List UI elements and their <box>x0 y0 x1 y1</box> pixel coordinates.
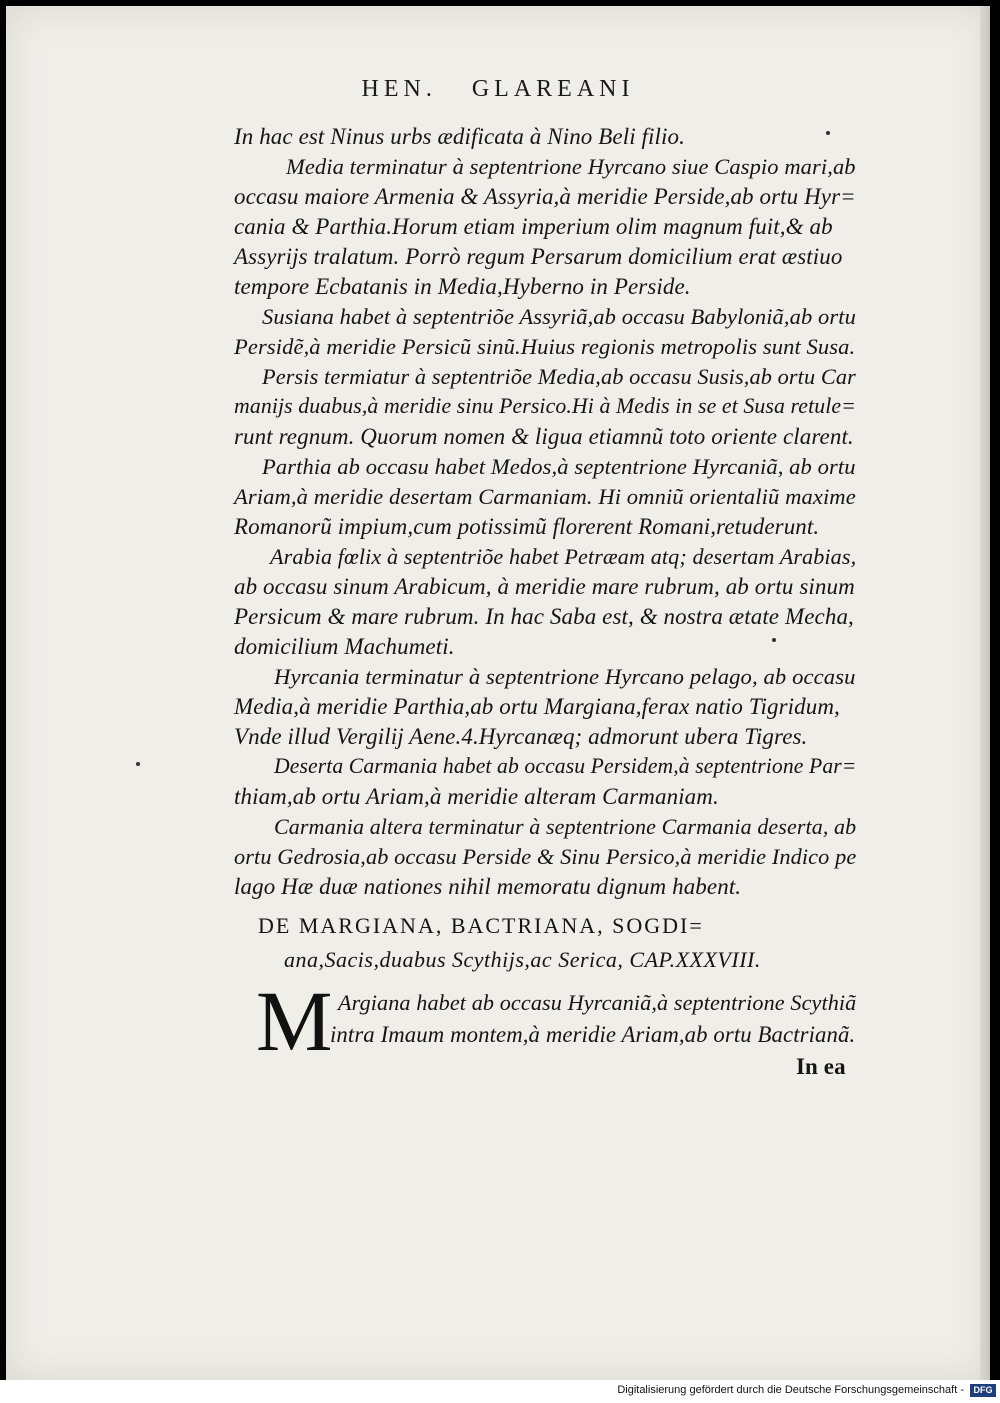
ink-speck <box>826 131 830 135</box>
decorated-initial: M <box>256 973 333 1069</box>
text-line: occasu maiore Armenia & Assyria,à meridie Perside,ab ortu Hyr= <box>234 184 856 209</box>
text-line: Romanorũ impium,cum potissimũ florerent Romani,retuderunt. <box>234 514 820 539</box>
text-line: Vnde illud Vergilij Aene.4.Hyrcanæq; admorunt ubera Tigres. <box>234 724 808 749</box>
text-line: Media,à meridie Parthia,ab ortu Margiana,ferax natio Tigridum, <box>234 694 840 719</box>
initial-line-1: Argiana habet ab occasu Hyrcaniã,à septentrione Scythiã <box>338 990 857 1015</box>
catchword: In ea <box>796 1054 846 1079</box>
text-line: ab occasu sinum Arabicum, à meridie mare rubrum, ab ortu sinum <box>234 574 855 599</box>
text-line: ortu Gedrosia,ab occasu Perside & Sinu Persico,à meridie Indico pe <box>234 844 857 869</box>
text-line: In hac est Ninus urbs ædificata à Nino Beli filio. <box>234 124 685 149</box>
running-header: HEN. GLAREANI <box>361 76 635 102</box>
text-line: Assyrijs tralatum. Porrò regum Persarum domicilium erat æstiuo <box>234 244 843 269</box>
chapter-heading-line-2: ana,Sacis,duabus Scythijs,ac Serica, CAP.XXXVIII. <box>284 947 761 972</box>
book-page <box>6 6 990 1380</box>
text-line: cania & Parthia.Horum etiam imperium olim magnum fuit,& ab <box>234 214 833 239</box>
funding-notice: Digitalisierung gefördert durch die Deutsche Forschungsgemeinschaft - <box>617 1384 964 1396</box>
text-line: runt regnum. Quorum nomen & ligua etiamnũ toto oriente clarent. <box>234 424 854 449</box>
text-line: Carmania altera terminatur à septentrione Carmania deserta, ab <box>274 814 857 839</box>
text-line: Ariam,à meridie desertam Carmaniam. Hi omniũ orientaliũ maxime <box>234 484 856 509</box>
text-line: manijs duabus,à meridie sinu Persico.Hi à Medis in se et Susa retule= <box>234 394 856 418</box>
chapter-heading-line-1: DE MARGIANA, BACTRIANA, SOGDI= <box>258 913 704 938</box>
page-edge <box>980 6 990 1380</box>
text-line: Parthia ab occasu habet Medos,à septentrione Hyrcaniã, ab ortu <box>262 454 856 479</box>
text-line: Hyrcania terminatur à septentrione Hyrcano pelago, ab occasu <box>274 664 856 689</box>
ink-speck <box>136 762 140 766</box>
text-line: Susiana habet à septentriõe Assyriã,ab occasu Babyloniã,ab ortu <box>262 304 856 329</box>
text-line: Persis termiatur à septentriõe Media,ab occasu Susis,ab ortu Car <box>262 364 856 389</box>
text-line: tempore Ecbatanis in Media,Hyberno in Perside. <box>234 274 691 299</box>
text-line: Arabia fœlix à septentriõe habet Petræam atq; desertam Arabias, <box>270 544 857 569</box>
text-line: Persicum & mare rubrum. In hac Saba est, & nostra ætate Mecha, <box>234 604 854 629</box>
text-line: Deserta Carmania habet ab occasu Persidem,à septentrione Par= <box>274 754 857 778</box>
text-line: Media terminatur à septentrione Hyrcano siue Caspio mari,ab <box>286 154 856 179</box>
text-line: thiam,ab ortu Ariam,à meridie alteram Carmaniam. <box>234 784 719 809</box>
dfg-logo: DFG <box>970 1384 996 1397</box>
initial-line-2: intra Imaum montem,à meridie Ariam,ab ortu Bactrianã. <box>330 1022 856 1047</box>
text-line: Persidẽ,à meridie Persicũ sinũ.Huius regionis metropolis sunt Susa. <box>234 334 856 359</box>
text-line: domicilium Machumeti. <box>234 634 455 659</box>
text-line: lago Hæ duæ nationes nihil memoratu dignum habent. <box>234 874 742 899</box>
ink-speck <box>772 638 776 642</box>
